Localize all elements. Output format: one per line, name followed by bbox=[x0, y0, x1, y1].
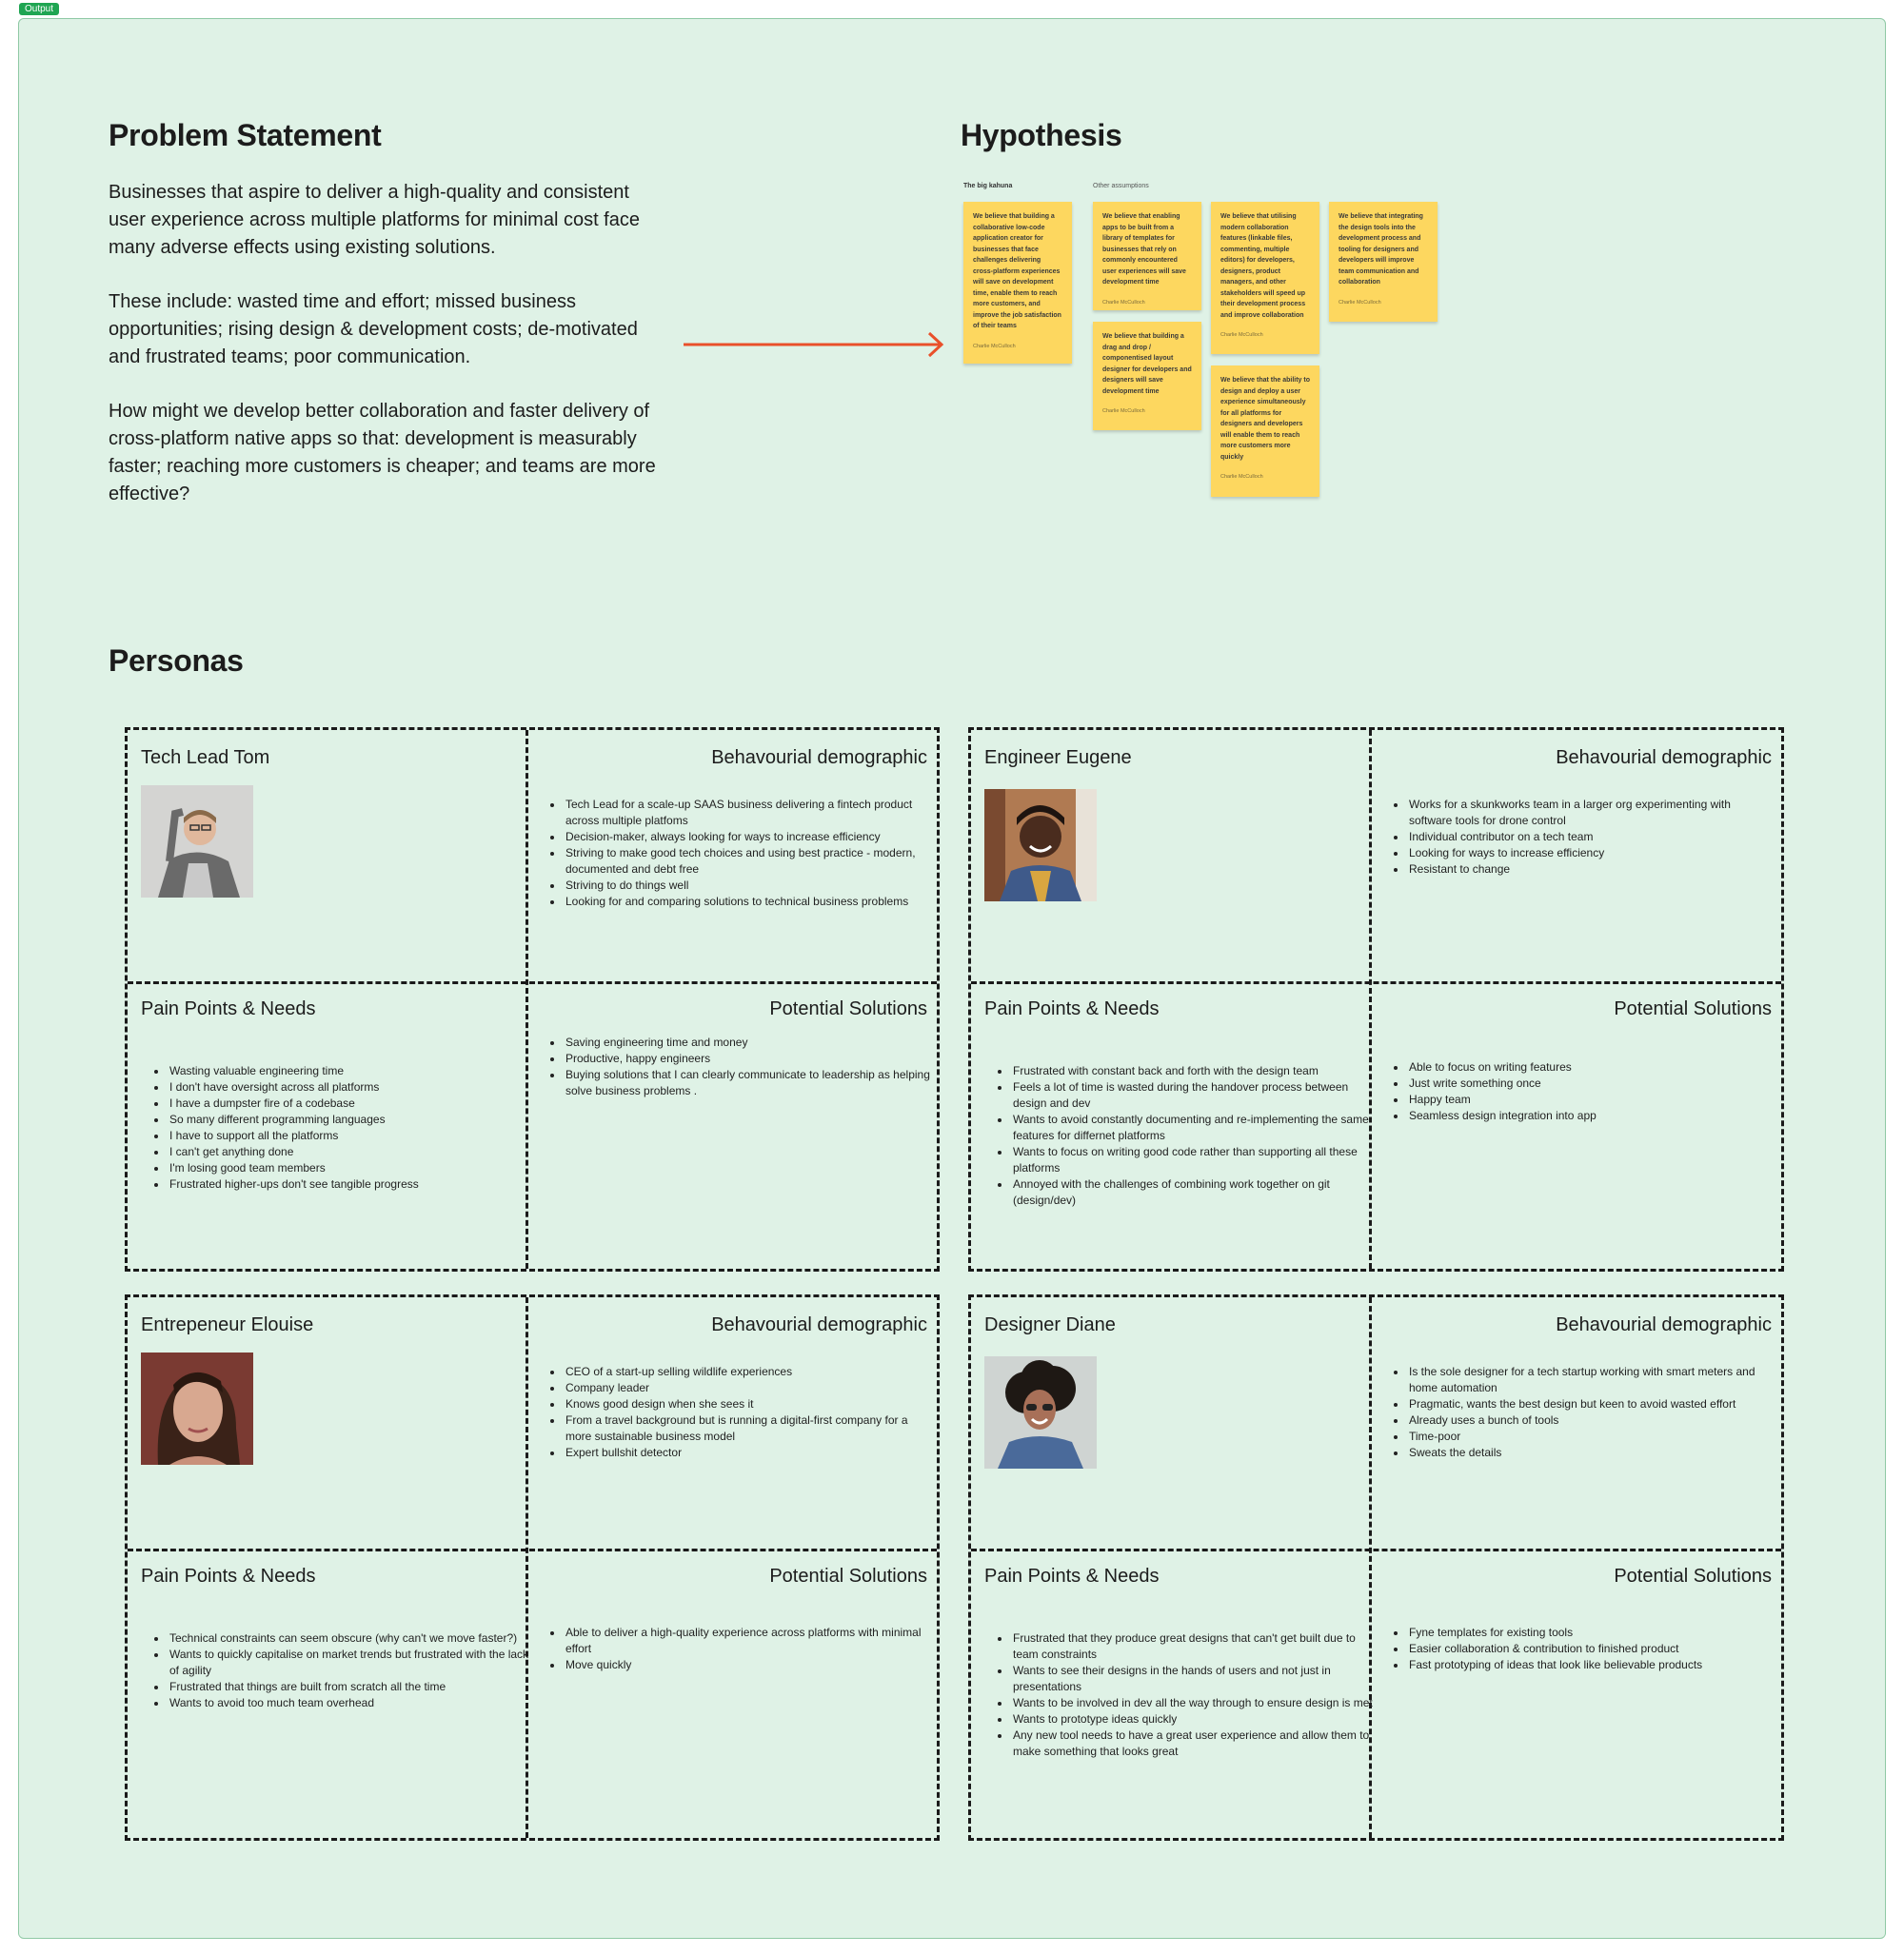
sticky-note[interactable] bbox=[1211, 365, 1319, 497]
list-item: • Individual contributor on a tech team bbox=[1407, 829, 1769, 845]
list-item: • Fast prototyping of ideas that look like believable products bbox=[1407, 1657, 1778, 1673]
sticky-text: We believe that building a drag and drop / componentised layout designer for developers and designers will save development time bbox=[1102, 333, 1192, 395]
output-tag: Output bbox=[19, 3, 59, 15]
persona-name: Designer Diane bbox=[984, 1314, 1116, 1335]
list-item: • Tech Lead for a scale-up SAAS business delivering a fintech product across multiple platfoms bbox=[564, 797, 925, 829]
list-item: • Just write something once bbox=[1407, 1076, 1769, 1092]
list-item: • Easier collaboration & contribution to finished product bbox=[1407, 1641, 1778, 1657]
list-item: • So many different programming languages bbox=[168, 1112, 520, 1128]
sticky-note[interactable] bbox=[1093, 202, 1201, 310]
avatar bbox=[984, 789, 1097, 901]
list-item: • Striving to do things well bbox=[564, 878, 925, 894]
list-item: • Wasting valuable engineering time bbox=[168, 1063, 520, 1079]
pain-list bbox=[1000, 1063, 1373, 1209]
list-item: • Looking for ways to increase efficiency bbox=[1407, 845, 1769, 861]
list-item: • Move quickly bbox=[564, 1657, 925, 1673]
solutions-list bbox=[1396, 1625, 1778, 1673]
sticky-author: Charlie McCulloch bbox=[973, 343, 1016, 349]
list-item: • Already uses a bunch of tools bbox=[1407, 1412, 1778, 1429]
list-item: • Decision-maker, always looking for ways to increase efficiency bbox=[564, 829, 925, 845]
persona-name: Engineer Eugene bbox=[984, 747, 1132, 768]
solutions-title: Potential Solutions bbox=[1614, 1566, 1772, 1587]
list-item: • Frustrated that things are built from scratch all the time bbox=[168, 1679, 529, 1695]
behavioural-list bbox=[1396, 1364, 1778, 1461]
sticky-author: Charlie McCulloch bbox=[1339, 299, 1381, 306]
behavioural-list bbox=[552, 797, 925, 910]
list-item: • Time-poor bbox=[1407, 1429, 1778, 1445]
list-item: • Is the sole designer for a tech startup working with smart meters and home automation bbox=[1407, 1364, 1778, 1396]
sticky-author: Charlie McCulloch bbox=[1102, 299, 1145, 306]
avatar bbox=[984, 1356, 1097, 1469]
list-item: • Resistant to change bbox=[1407, 861, 1769, 878]
solutions-title: Potential Solutions bbox=[1614, 998, 1772, 1019]
list-item: • Seamless design integration into app bbox=[1407, 1108, 1769, 1124]
pain-title: Pain Points & Needs bbox=[984, 998, 1160, 1019]
problem-paragraph-2: These include: wasted time and effort; missed business opportunities; rising design & development costs; de-motivated and frustrated teams; poor communication. bbox=[109, 291, 638, 367]
hypothesis-title: Hypothesis bbox=[961, 118, 1122, 152]
pain-list bbox=[1000, 1630, 1373, 1760]
persona-card-diane bbox=[968, 1294, 1784, 1841]
persona-card-elouise bbox=[125, 1294, 940, 1841]
list-item: • I have to support all the platforms bbox=[168, 1128, 520, 1144]
sticky-text: We believe that integrating the design tools into the development process and tooling for designers and developers will improve team communication and collaboration bbox=[1339, 213, 1423, 286]
list-item: • CEO of a start-up selling wildlife experiences bbox=[564, 1364, 925, 1380]
sticky-text: We believe that enabling apps to be built from a library of templates for businesses that rely on commonly encountered user experiences will save development time bbox=[1102, 213, 1186, 286]
solutions-list bbox=[552, 1035, 935, 1099]
list-item: • Works for a skunkworks team in a larger org experimenting with software tools for drone control bbox=[1407, 797, 1769, 829]
sticky-note[interactable] bbox=[1211, 202, 1319, 354]
sticky-text: We believe that the ability to design and deploy a user experience simultaneously for all platforms for designers and developers will enable them to reach more customers more quickly bbox=[1220, 377, 1311, 461]
list-item: • Knows good design when she sees it bbox=[564, 1396, 925, 1412]
sticky-note[interactable] bbox=[1093, 322, 1201, 430]
list-item: • I'm losing good team members bbox=[168, 1160, 520, 1176]
list-item: • From a travel background but is running a digital-first company for a more sustainable business model bbox=[564, 1412, 925, 1445]
list-item: • Buying solutions that I can clearly communicate to leadership as helping solve business problems . bbox=[564, 1067, 935, 1099]
list-item: • I have a dumpster fire of a codebase bbox=[168, 1096, 520, 1112]
persona-card-eugene bbox=[968, 727, 1784, 1272]
list-item: • Wants to avoid constantly documenting and re-implementing the same features for differnet platforms bbox=[1011, 1112, 1373, 1144]
behavioural-title: Behavourial demographic bbox=[711, 1314, 927, 1335]
list-item: • Company leader bbox=[564, 1380, 925, 1396]
list-item: • Wants to see their designs in the hands of users and not just in presentations bbox=[1011, 1663, 1373, 1695]
solutions-title: Potential Solutions bbox=[769, 1566, 927, 1587]
problem-statement-body bbox=[109, 179, 661, 535]
list-item: • Happy team bbox=[1407, 1092, 1769, 1108]
list-item: • Frustrated higher-ups don't see tangible progress bbox=[168, 1176, 520, 1193]
list-item: • Expert bullshit detector bbox=[564, 1445, 925, 1461]
persona-card-tom bbox=[125, 727, 940, 1272]
persona-name: Tech Lead Tom bbox=[141, 747, 270, 768]
list-item: • Wants to quickly capitalise on market trends but frustrated with the lack of agility bbox=[168, 1647, 529, 1679]
list-item: • Technical constraints can seem obscure (why can't we move faster?) bbox=[168, 1630, 529, 1647]
sticky-author: Charlie McCulloch bbox=[1220, 332, 1263, 338]
list-item: • Able to deliver a high-quality experience across platforms with minimal effort bbox=[564, 1625, 925, 1657]
solutions-title: Potential Solutions bbox=[769, 998, 927, 1019]
big-kahuna-label: The big kahuna bbox=[963, 183, 1013, 189]
behavioural-title: Behavourial demographic bbox=[1556, 1314, 1772, 1335]
behavioural-title: Behavourial demographic bbox=[711, 747, 927, 768]
personas-title: Personas bbox=[109, 643, 244, 678]
list-item: • Feels a lot of time is wasted during the handover process between design and dev bbox=[1011, 1079, 1373, 1112]
list-item: • Annoyed with the challenges of combining work together on git (design/dev) bbox=[1011, 1176, 1373, 1209]
sticky-text: We believe that utilising modern collaboration features (linkable files, commenting, multiple editors) for developers, designers, product managers, and other stakeholders will speed up their development process and improve collaboration bbox=[1220, 213, 1306, 319]
problem-statement-title: Problem Statement bbox=[109, 118, 382, 152]
sticky-author: Charlie McCulloch bbox=[1102, 408, 1145, 414]
list-item: • Wants to prototype ideas quickly bbox=[1011, 1711, 1373, 1728]
behavioural-title: Behavourial demographic bbox=[1556, 747, 1772, 768]
pain-list bbox=[156, 1630, 529, 1711]
list-item: • Wants to focus on writing good code rather than supporting all these platforms bbox=[1011, 1144, 1373, 1176]
sticky-note[interactable] bbox=[1329, 202, 1438, 322]
persona-name: Entrepeneur Elouise bbox=[141, 1314, 314, 1335]
solutions-list bbox=[552, 1625, 925, 1673]
problem-paragraph-1: Businesses that aspire to deliver a high-quality and consistent user experience across multiple platforms for minimal cost face many adverse effects using existing solutions. bbox=[109, 182, 640, 258]
behavioural-list bbox=[552, 1364, 925, 1461]
list-item: • Pragmatic, wants the best design but keen to avoid wasted effort bbox=[1407, 1396, 1778, 1412]
solutions-list bbox=[1396, 1059, 1769, 1124]
list-item: • Frustrated that they produce great designs that can't get built due to team constraints bbox=[1011, 1630, 1373, 1663]
list-item: • I don't have oversight across all platforms bbox=[168, 1079, 520, 1096]
other-assumptions-label: Other assumptions bbox=[1093, 183, 1149, 189]
list-item: • Striving to make good tech choices and using best practice - modern, documented and debt free bbox=[564, 845, 925, 878]
list-item: • Fyne templates for existing tools bbox=[1407, 1625, 1778, 1641]
pain-list bbox=[156, 1063, 520, 1193]
list-item: • I can't get anything done bbox=[168, 1144, 520, 1160]
list-item: • Looking for and comparing solutions to technical business problems bbox=[564, 894, 925, 910]
list-item: • Wants to avoid too much team overhead bbox=[168, 1695, 529, 1711]
list-item: • Wants to be involved in dev all the way through to ensure design is met bbox=[1011, 1695, 1373, 1711]
list-item: • Able to focus on writing features bbox=[1407, 1059, 1769, 1076]
list-item: • Frustrated with constant back and forth with the design team bbox=[1011, 1063, 1373, 1079]
avatar bbox=[141, 1353, 253, 1465]
list-item: • Any new tool needs to have a great user experience and allow them to make something that looks great bbox=[1011, 1728, 1373, 1760]
behavioural-list bbox=[1396, 797, 1769, 878]
sticky-author: Charlie McCulloch bbox=[1220, 474, 1263, 480]
sticky-text: We believe that building a collaborative low-code application creator for businesses that face challenges delivering cross-platform experiences will save on development time, enable them to reach more customers, and improve the job satisfaction of their teams bbox=[973, 213, 1061, 329]
arrow-right-icon bbox=[682, 329, 948, 360]
pain-title: Pain Points & Needs bbox=[141, 1566, 316, 1587]
list-item: • Saving engineering time and money bbox=[564, 1035, 935, 1051]
sticky-note[interactable] bbox=[963, 202, 1072, 364]
pain-title: Pain Points & Needs bbox=[141, 998, 316, 1019]
problem-paragraph-3: How might we develop better collaboration and faster delivery of cross-platform native apps so that: development is measurably faster; reaching more customers is cheaper; and teams are more effective? bbox=[109, 401, 656, 504]
avatar bbox=[141, 785, 253, 898]
list-item: • Productive, happy engineers bbox=[564, 1051, 935, 1067]
list-item: • Sweats the details bbox=[1407, 1445, 1778, 1461]
pain-title: Pain Points & Needs bbox=[984, 1566, 1160, 1587]
